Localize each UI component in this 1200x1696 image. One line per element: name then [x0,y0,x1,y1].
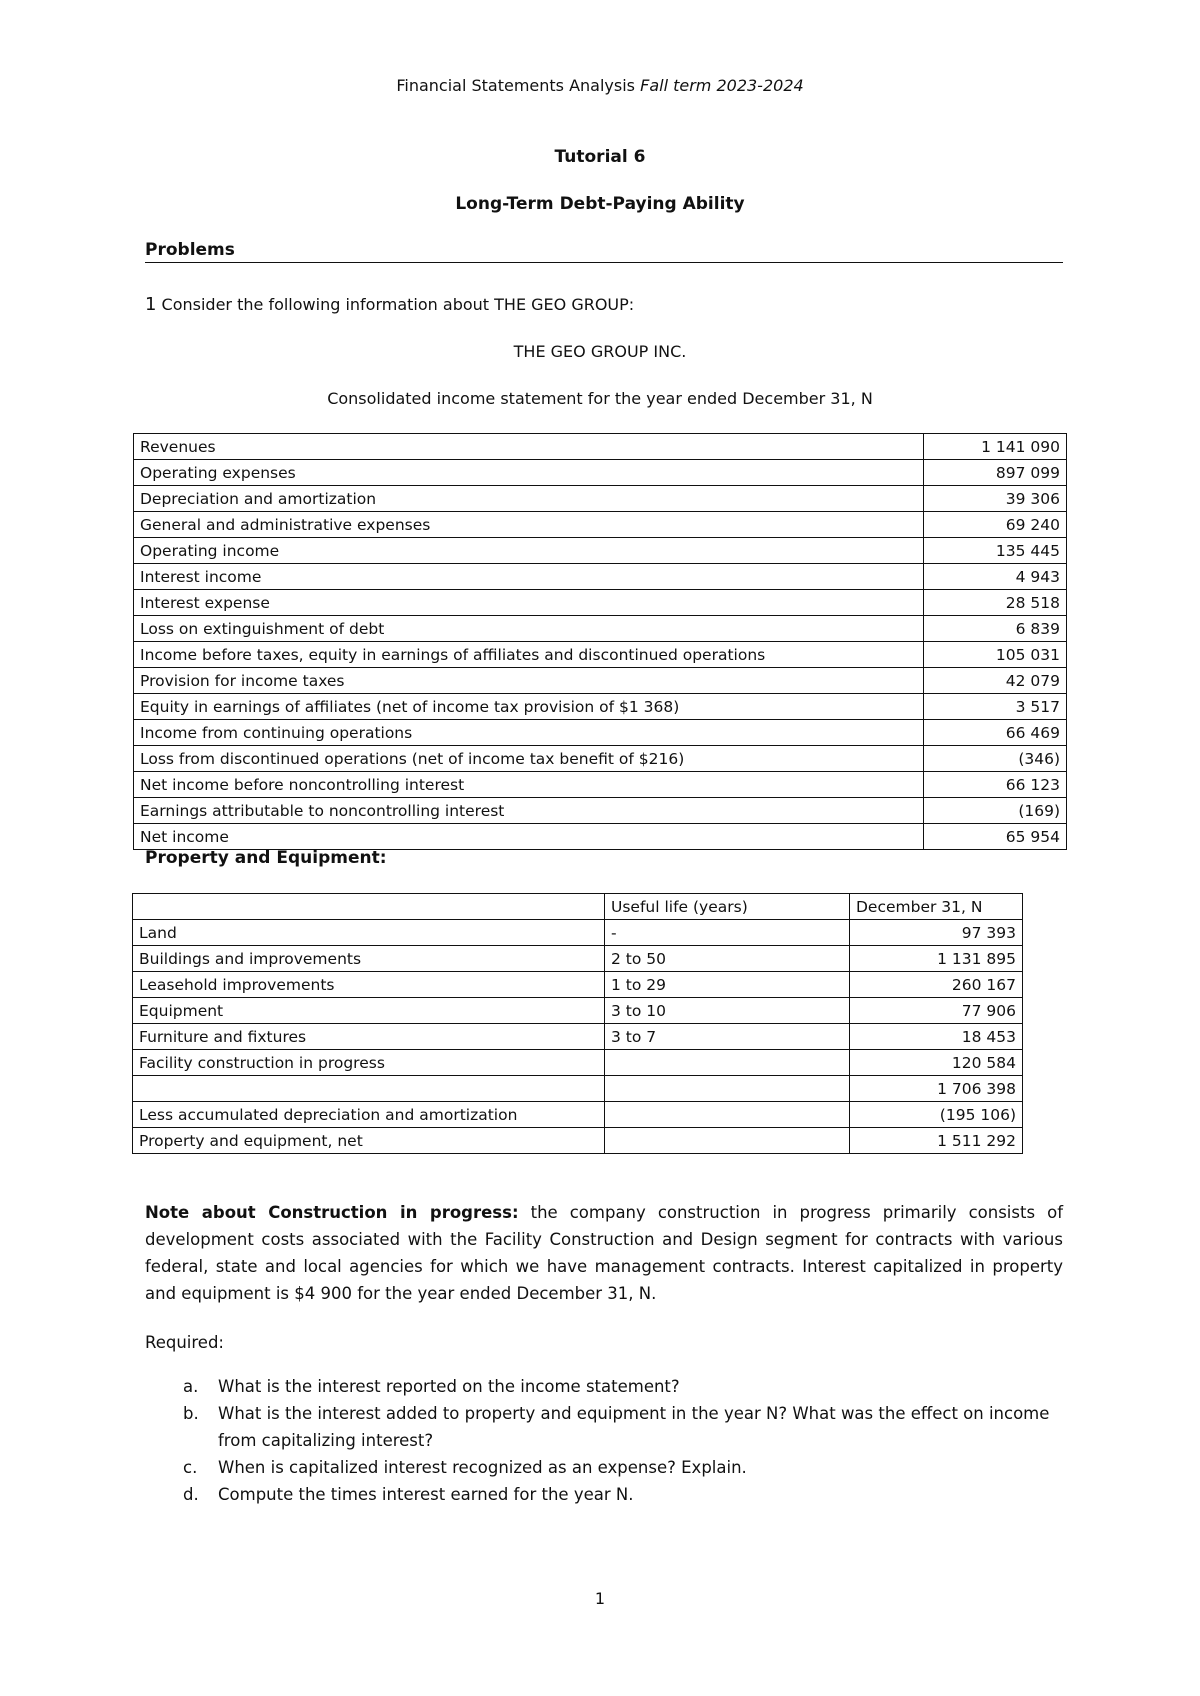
question-text: Compute the times interest earned for the year N. [218,1485,634,1504]
income-row-label: Provision for income taxes [134,668,924,694]
ppe-header-row [133,894,1023,920]
question-letter: a. [183,1377,199,1396]
ppe-header-life: Useful life (years) [605,894,850,920]
ppe-row-life [605,1076,850,1102]
income-row [134,512,1067,538]
income-row-value: (346) [924,746,1067,772]
income-row-label: Interest expense [134,590,924,616]
page-number: 1 [594,1589,606,1608]
income-row-label: Equity in earnings of affiliates (net of income tax provision of $1 368) [134,694,924,720]
income-row-value: (169) [924,798,1067,824]
income-row-label: Operating income [134,538,924,564]
income-row [134,694,1067,720]
income-row-value: 42 079 [924,668,1067,694]
income-row-label: Operating expenses [134,460,924,486]
income-row-value: 66 469 [924,720,1067,746]
income-row [134,642,1067,668]
income-statement-table [133,433,1067,850]
ppe-row-life [605,1102,850,1128]
tutorial-title: Tutorial 6 [554,147,646,167]
income-row-label: Interest income [134,564,924,590]
income-row-label: Loss on extinguishment of debt [134,616,924,642]
ppe-row [133,972,1023,998]
ppe-row [133,998,1023,1024]
ppe-row-label: Property and equipment, net [133,1128,605,1154]
income-row [134,434,1067,460]
income-row [134,460,1067,486]
ppe-row-label: Less accumulated depreciation and amortization [133,1102,605,1128]
income-row [134,772,1067,798]
income-row-value: 28 518 [924,590,1067,616]
income-row [134,798,1067,824]
section-heading: Problems [145,240,1063,263]
income-row-label: Earnings attributable to noncontrolling interest [134,798,924,824]
ppe-row-label: Facility construction in progress [133,1050,605,1076]
income-row [134,668,1067,694]
note-heading: Note about Construction in progress: [145,1203,519,1222]
ppe-row-label [133,1076,605,1102]
ppe-row-label: Land [133,920,605,946]
ppe-row [133,946,1023,972]
income-row-value: 39 306 [924,486,1067,512]
income-row [134,824,1067,850]
question-text: When is capitalized interest recognized as an expense? Explain. [218,1458,747,1477]
construction-note [145,1199,1063,1307]
income-row [134,720,1067,746]
ppe-row-life: 3 to 10 [605,998,850,1024]
ppe-row-life [605,1128,850,1154]
ppe-row [133,1128,1023,1154]
question-text: What is the interest added to property and equipment in the year N? What was the effect on income from capitalizing interest? [218,1404,1050,1450]
term-label: Fall term 2023-2024 [640,76,804,95]
ppe-row-value: 1 706 398 [850,1076,1023,1102]
ppe-row-value: 77 906 [850,998,1023,1024]
income-row-value: 105 031 [924,642,1067,668]
ppe-row-life: 1 to 29 [605,972,850,998]
ppe-row-life: 2 to 50 [605,946,850,972]
income-row-label: General and administrative expenses [134,512,924,538]
income-row [134,486,1067,512]
question-item [145,1481,1063,1508]
question-letter: c. [183,1458,198,1477]
income-row-label: Net income before noncontrolling interest [134,772,924,798]
income-row-value: 135 445 [924,538,1067,564]
ppe-row [133,1076,1023,1102]
ppe-row [133,1102,1023,1128]
income-row-value: 3 517 [924,694,1067,720]
income-row-label: Income from continuing operations [134,720,924,746]
income-row-value: 66 123 [924,772,1067,798]
ppe-row-life: 3 to 7 [605,1024,850,1050]
required-label: Required: [145,1333,224,1352]
question-letter: b. [183,1404,199,1423]
income-row-label: Revenues [134,434,924,460]
problem-intro-text: Consider the following information about THE GEO GROUP: [161,295,635,314]
income-row-label: Depreciation and amortization [134,486,924,512]
income-row-label: Income before taxes, equity in earnings of affiliates and discontinued operations [134,642,924,668]
company-name: THE GEO GROUP INC. [513,342,687,361]
ppe-row-value: 97 393 [850,920,1023,946]
note-text: the company construction in progress primarily consists of development costs associated with the Facility Construction and Design segment for contracts with various federal, state and local agencies for which we have management contracts. Interest capitalized in property and equipment is $4 900 for the year ended December 31, N. [145,1203,1064,1303]
problem-intro [145,294,634,315]
ppe-row-label: Equipment [133,998,605,1024]
statement-title: Consolidated income statement for the year ended December 31, N [327,389,873,408]
income-row-value: 1 141 090 [924,434,1067,460]
ppe-row-value: 1 131 895 [850,946,1023,972]
income-row [134,564,1067,590]
ppe-title: Property and Equipment: [145,848,387,868]
income-row-value: 69 240 [924,512,1067,538]
ppe-row [133,1024,1023,1050]
ppe-row [133,920,1023,946]
ppe-row-label: Buildings and improvements [133,946,605,972]
question-item [145,1454,1063,1481]
ppe-row [133,1050,1023,1076]
topic-title: Long-Term Debt-Paying Ability [455,194,745,214]
ppe-row-life [605,1050,850,1076]
ppe-header-label [133,894,605,920]
income-row-value: 6 839 [924,616,1067,642]
income-row [134,590,1067,616]
ppe-row-value: 120 584 [850,1050,1023,1076]
income-row-label: Loss from discontinued operations (net of income tax benefit of $216) [134,746,924,772]
ppe-row-value: 260 167 [850,972,1023,998]
ppe-row-value: 18 453 [850,1024,1023,1050]
ppe-header-value: December 31, N [850,894,1023,920]
income-row-value: 65 954 [924,824,1067,850]
question-list [145,1373,1063,1508]
question-text: What is the interest reported on the income statement? [218,1377,680,1396]
ppe-row-value: 1 511 292 [850,1128,1023,1154]
problem-number: 1 [145,294,157,315]
question-item [145,1400,1063,1454]
income-row-label: Net income [134,824,924,850]
income-row [134,746,1067,772]
ppe-row-value: (195 106) [850,1102,1023,1128]
ppe-row-label: Leasehold improvements [133,972,605,998]
income-row [134,616,1067,642]
question-item [145,1373,1063,1400]
income-row-value: 4 943 [924,564,1067,590]
income-row [134,538,1067,564]
question-letter: d. [183,1485,199,1504]
ppe-row-life: - [605,920,850,946]
ppe-row-label: Furniture and fixtures [133,1024,605,1050]
ppe-table [132,893,1023,1154]
page-header [0,76,1200,95]
course-name: Financial Statements Analysis [396,76,636,95]
income-row-value: 897 099 [924,460,1067,486]
